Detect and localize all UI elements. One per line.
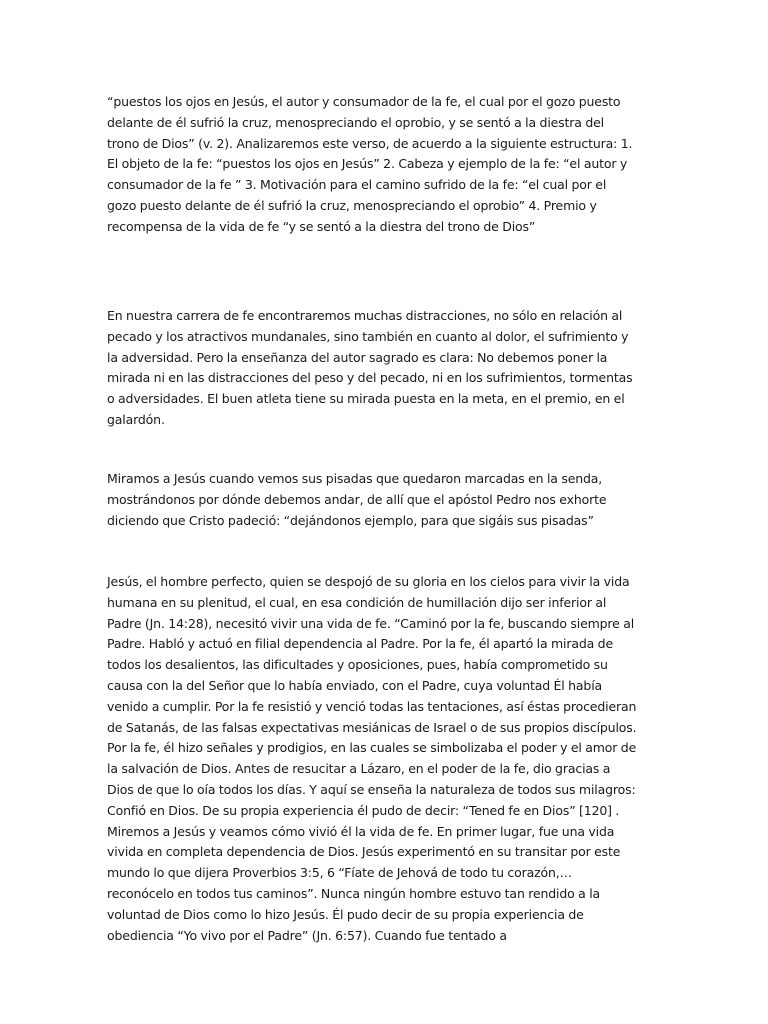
- paragraph-footsteps: Miramos a Jesús cuando vemos sus pisadas que quedaron marcadas en la senda, mostrándonos por dónde debemos andar, de allí que el apóstol Pedro nos exhorte diciendo que Cristo padeció: “dejándonos ejemplo, para que sigáis sus pisadas”: [107, 471, 607, 528]
- paragraph-verse-structure: “puestos los ojos en Jesús, el autor y consumador de la fe, el cual por el gozo puesto delante de él sufrió la cruz, menospreciando el oprobio, y se sentó a la diestra del trono de Dios” (v. 2). Analizaremos este verso, de acuerdo a la siguiente estructura: 1. El objeto de la fe: “puestos los ojos en Jesús” 2. Cabeza y ejemplo de la fe: “el autor y consumador de la fe ” 3. Motivación para el camino sufrido de la fe: “el cual por el gozo puesto delante de él sufrió la cruz, menospreciando el oprobio” 4. Premio y recompensa de la vida de fe “y se sentó a la diestra del trono de Dios”: [107, 94, 633, 234]
- paragraph-distractions: En nuestra carrera de fe encontraremos muchas distracciones, no sólo en relación al pecado y los atractivos mundanales, sino también en cuanto al dolor, el sufrimiento y la adversidad. Pero la enseñanza del autor sagrado es clara: No debemos poner la mirada ni en las distracciones del peso y del pecado, ni en los sufrimientos, tormentas o adversidades. El buen atleta tiene su mirada puesta en la meta, en el premio, en el galardón.: [107, 308, 633, 427]
- paragraph-jesus-life-of-faith: Jesús, el hombre perfecto, quien se despojó de su gloria en los cielos para vivir la vida humana en su plenitud, el cual, en esa condición de humillación dijo ser inferior al Padre (Jn. 14:28), necesitó vivir una vida de fe. “Caminó por la fe, buscando siempre al Padre. Habló y actuó en filial dependencia al Padre. Por la fe, él apartó la mirada de todos los desalientos, las dificultades y oposiciones, pues, había comprometido su causa con la del Señor que lo había enviado, con el Padre, cuya voluntad Él había venido a cumplir. Por la fe resistió y venció todas las tentaciones, así éstas procedieran de Satanás, de las falsas expectativas mesiánicas de Israel o de sus propios discípulos. Por la fe, él hizo señales y prodigios, en las cuales se simbolizaba el poder y el amor de la salvación de Dios. Antes de resucitar a Lázaro, en el poder de la fe, dio gracias a Dios de que lo oía todos los días. Y aquí se enseña la naturaleza de todos sus milagros: Confió en Dios. De su propia experiencia él pudo de decir: “Tened fe en Dios” [120] . Miremos a Jesús y veamos cómo vivió él la vida de fe. En primer lugar, fue una vida vivida en completa dependencia de Dios. Jesús experimentó en su transitar por este mundo lo que dijera Proverbios 3:5, 6 “Fíate de Jehová de todo tu corazón,…reconócelo en todos tus caminos”. Nunca ningún hombre estuvo tan rendido a la voluntad de Dios como lo hizo Jesús. Él pudo decir de su propia experiencia de obediencia “Yo vivo por el Padre” (Jn. 6:57). Cuando fue tentado a: [107, 574, 637, 943]
